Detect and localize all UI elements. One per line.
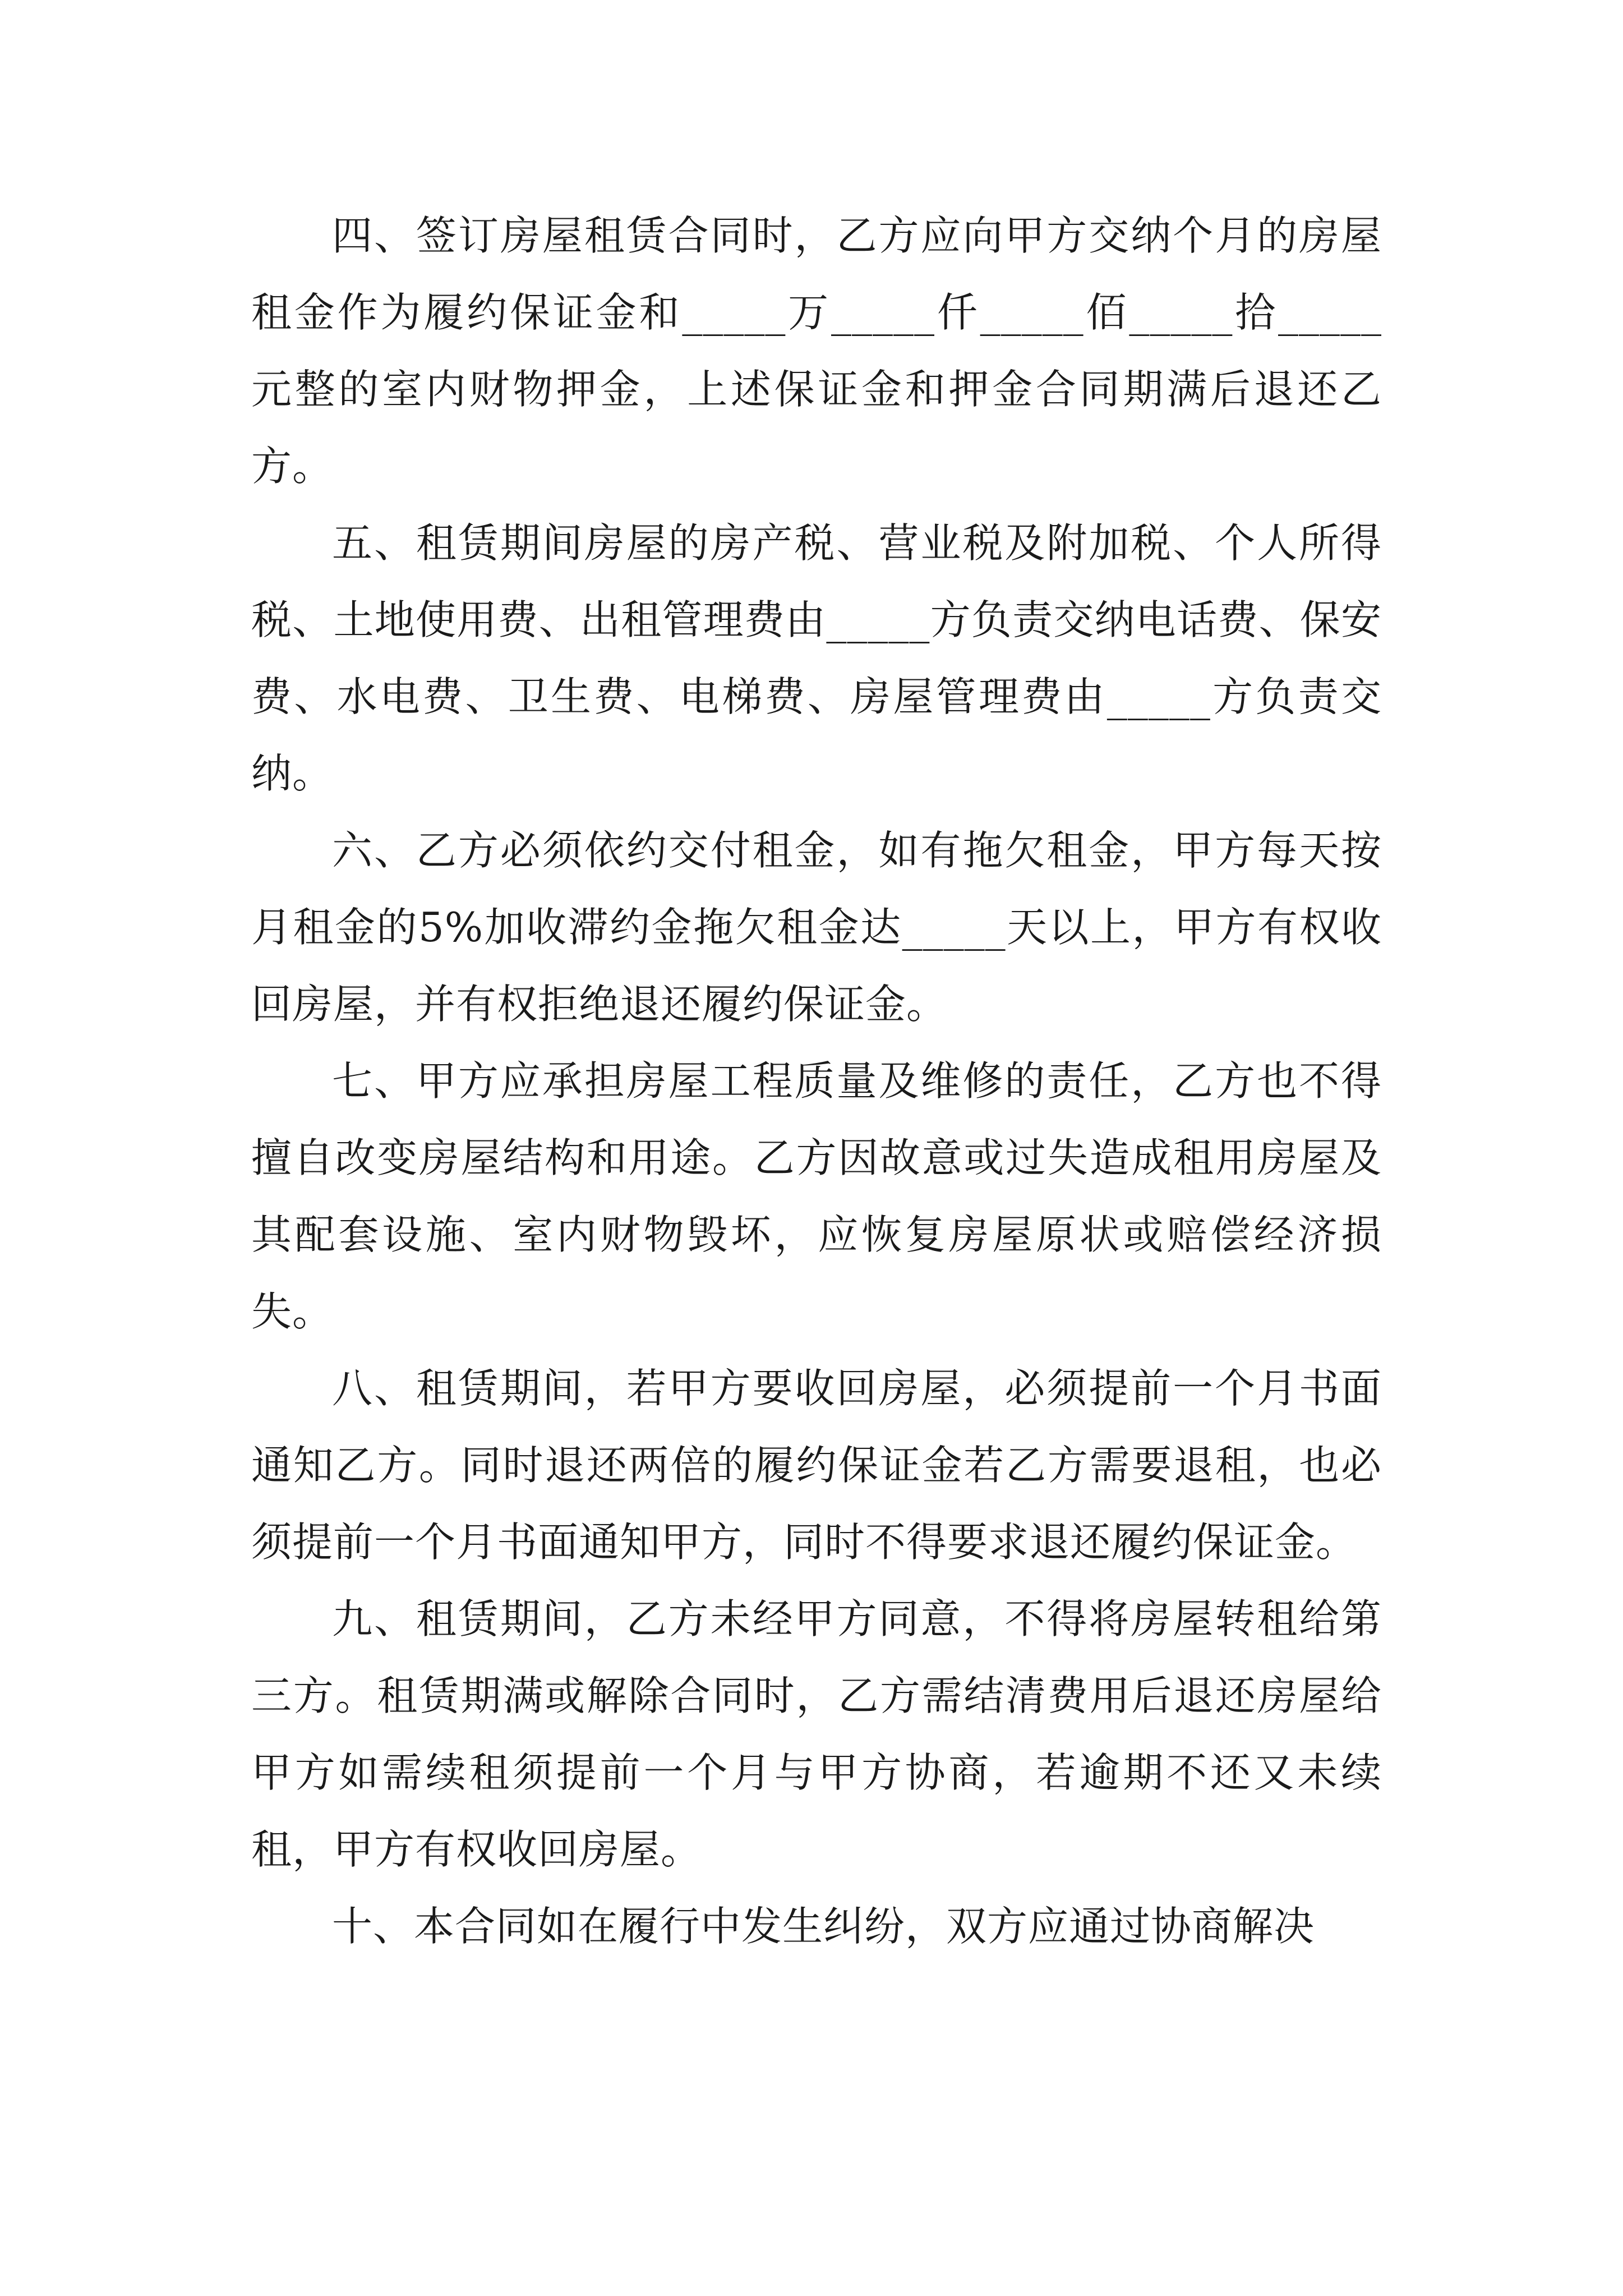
clause-4: 四、签订房屋租赁合同时，乙方应向甲方交纳个月的房屋租金作为履约保证金和_____万_____仟_____佰_____拾_____元整的室内财物押金，上述保证金和押金合同期满后退还乙方。 — [251, 212, 1382, 490]
document-body — [251, 197, 1382, 1965]
clause-7: 七、甲方应承担房屋工程质量及维修的责任，乙方也不得擅自改变房屋结构和用途。乙方因故意或过失造成租用房屋及其配套设施、室内财物毁坏，应恢复房屋原状或赔偿经济损失。 — [251, 1057, 1382, 1335]
clause-6: 六、乙方必须依约交付租金，如有拖欠租金，甲方每天按月租金的5%加收滞约金拖欠租金达_____天以上，甲方有权收回房屋，并有权拒绝退还履约保证金。 — [251, 827, 1382, 1028]
clause-9: 九、租赁期间，乙方未经甲方同意，不得将房屋转租给第三方。租赁期满或解除合同时，乙方需结清费用后退还房屋给甲方如需续租须提前一个月与甲方协商，若逾期不还又未续租，甲方有权收回房屋。 — [251, 1595, 1382, 1873]
clause-5: 五、租赁期间房屋的房产税、营业税及附加税、个人所得税、土地使用费、出租管理费由_____方负责交纳电话费、保安费、水电费、卫生费、电梯费、房屋管理费由_____方负责交纳。 — [251, 519, 1382, 797]
clause-10: 十、本合同如在履行中发生纠纷，双方应通过协商解决 — [332, 1903, 1315, 1950]
clause-8: 八、租赁期间，若甲方要收回房屋，必须提前一个月书面通知乙方。同时退还两倍的履约保证金若乙方需要退租，也必须提前一个月书面通知甲方，同时不得要求退还履约保证金。 — [251, 1365, 1382, 1566]
